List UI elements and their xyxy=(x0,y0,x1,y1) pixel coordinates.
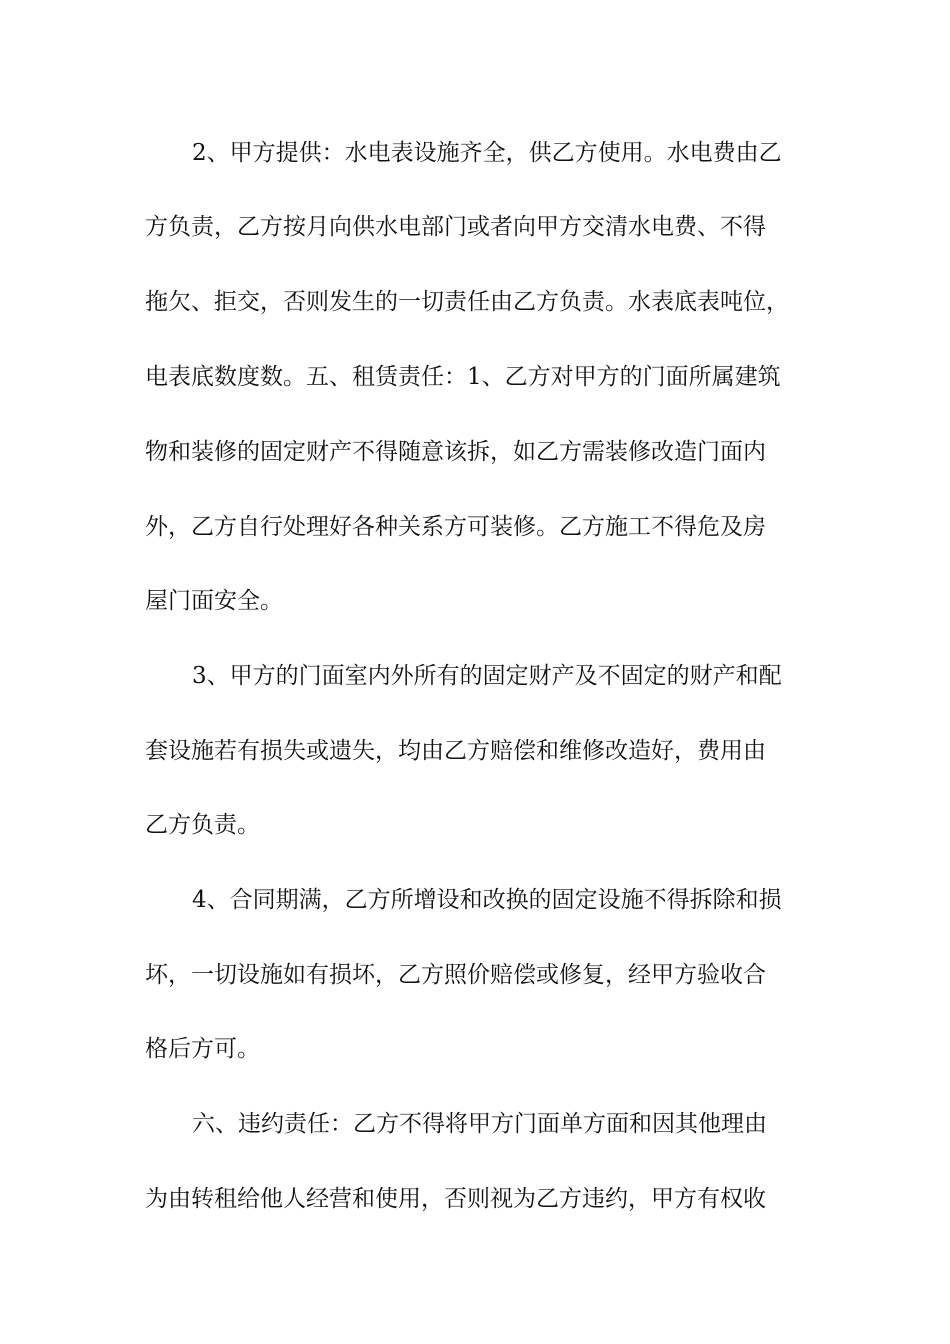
paragraph-4-line-2: 坏，一切设施如有损坏，乙方照价赔偿或修复，经甲方验收合 xyxy=(145,962,766,988)
paragraph-2-line-6: 外，乙方自行处理好各种关系方可装修。乙方施工不得危及房 xyxy=(145,514,766,540)
paragraph-2-line-7: 屋门面安全。 xyxy=(145,588,283,614)
paragraph-2-line-5: 物和装修的固定财产不得随意该拆，如乙方需装修改造门面内 xyxy=(145,439,766,465)
paragraph-2-line-1: 2、甲方提供：水电表设施齐全，供乙方使用。水电费由乙 xyxy=(192,140,782,166)
paragraph-4-line-3: 格后方可。 xyxy=(145,1036,260,1062)
paragraph-2-line-4: 电表底数度数。五、租赁责任：1、乙方对甲方的门面所属建筑 xyxy=(145,364,781,390)
paragraph-6-line-1: 六、违约责任：乙方不得将甲方门面单方面和因其他理由 xyxy=(192,1111,767,1137)
paragraph-2-line-2: 方负责，乙方按月向供水电部门或者向甲方交清水电费、不得 xyxy=(145,214,766,240)
paragraph-6-line-2: 为由转租给他人经营和使用，否则视为乙方违约，甲方有权收 xyxy=(145,1186,766,1212)
paragraph-4-line-1: 4、合同期满，乙方所增设和改换的固定设施不得拆除和损 xyxy=(192,887,782,913)
paragraph-3-line-1: 3、甲方的门面室内外所有的固定财产及不固定的财产和配 xyxy=(192,663,782,689)
paragraph-3-line-2: 套设施若有损失或遗失，均由乙方赔偿和维修改造好，费用由 xyxy=(145,738,766,764)
paragraph-3-line-3: 乙方负责。 xyxy=(145,812,260,838)
paragraph-2-line-3: 拖欠、拒交，否则发生的一切责任由乙方负责。水表底表吨位， xyxy=(145,289,789,315)
